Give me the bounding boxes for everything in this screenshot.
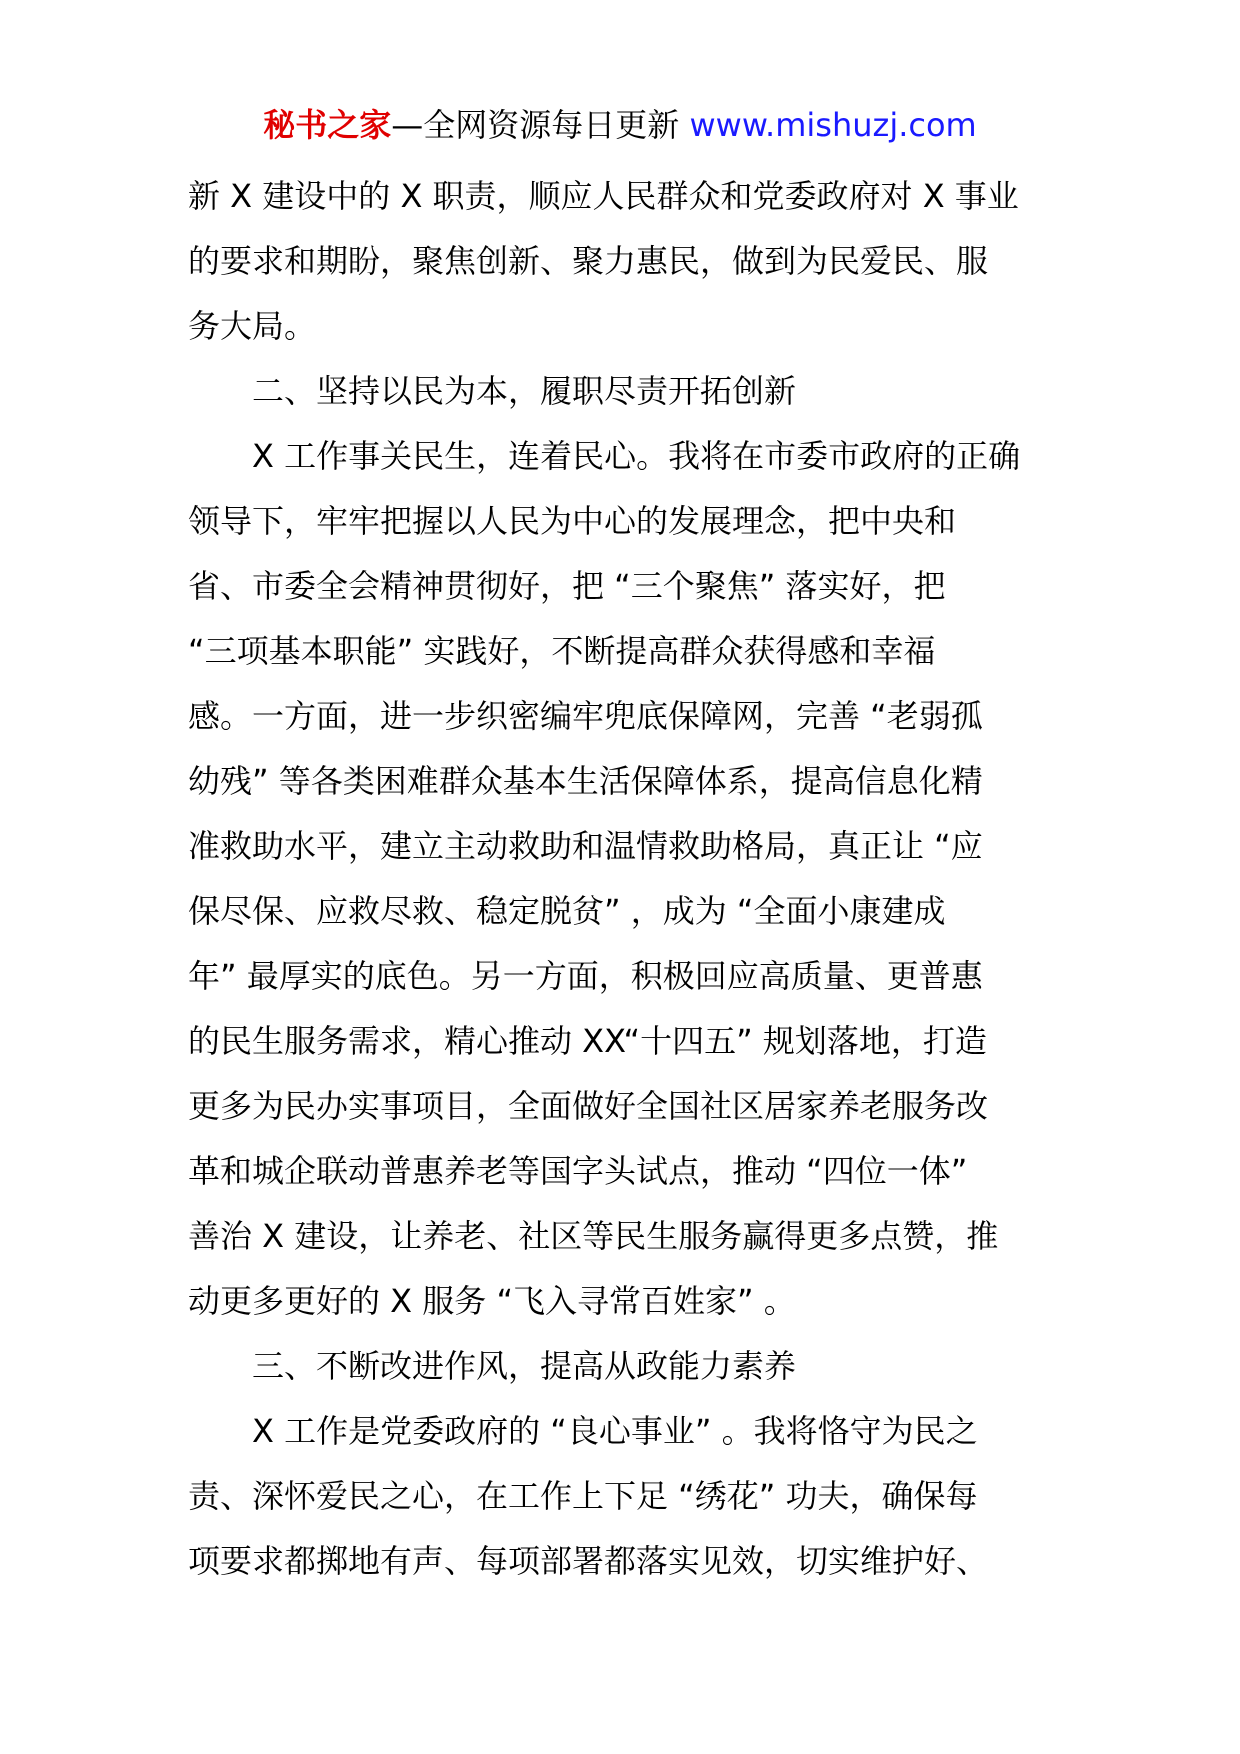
document-body: [188, 164, 1058, 1594]
text-line: 更多为民办实事项目，全面做好全国社区居家养老服务改: [188, 1087, 989, 1125]
text-line: 年” 最厚实的底色。另一方面，积极回应高质量、更普惠: [188, 957, 983, 995]
text-line: 项要求都掷地有声、每项部署都落实见效，切实维护好、: [188, 1542, 989, 1580]
text-line: 感。一方面，进一步织密编牢兜底保障网，完善 “老弱孤: [188, 697, 983, 735]
text-line: 革和城企联动普惠养老等国字头试点，推动 “四位一体”: [188, 1152, 968, 1190]
text-line: 省、市委全会精神贯彻好，把 “三个聚焦” 落实好，把: [188, 567, 946, 605]
text-line: 领导下，牢牢把握以人民为中心的发展理念，把中央和: [188, 502, 957, 540]
text-line: 责、深怀爱民之心，在工作上下足 “绣花” 功夫，确保每: [188, 1477, 978, 1515]
text-line: 务大局。: [188, 307, 317, 345]
section-heading: 三、不断改进作风，提高从政能力素养: [252, 1347, 797, 1385]
text-line: 新 X 建设中的 X 职责，顺应人民群众和党委政府对 X 事业: [188, 177, 1019, 215]
section-heading: 二、坚持以民为本，履职尽责开拓创新: [252, 372, 797, 410]
text-line: 准救助水平，建立主动救助和温情救助格局，真正让 “应: [188, 827, 983, 865]
site-url-link[interactable]: www.mishuzj.com: [689, 106, 977, 144]
header-tagline: —全网资源每日更新: [391, 106, 680, 144]
text-line: 保尽保、应救尽救、稳定脱贫” ，成为 “全面小康建成: [188, 892, 946, 930]
text-line: “三项基本职能” 实践好，不断提高群众获得感和幸福: [188, 632, 936, 670]
text-line: 的要求和期盼，聚焦创新、聚力惠民，做到为民爱民、服: [188, 242, 989, 280]
text-line: X 工作事关民生，连着民心。我将在市委市政府的正确: [252, 437, 1021, 475]
text-line: 善治 X 建设，让养老、社区等民生服务赢得更多点赞，推: [188, 1217, 999, 1255]
brand-name: 秘书之家: [263, 106, 392, 144]
page-header: [0, 103, 1240, 147]
text-line: 动更多更好的 X 服务 “飞入寻常百姓家” 。: [188, 1282, 796, 1320]
text-line: X 工作是党委政府的 “良心事业” 。我将恪守为民之: [252, 1412, 978, 1450]
text-line: 的民生服务需求，精心推动 XX“十四五” 规划落地，打造: [188, 1022, 987, 1060]
text-line: 幼残” 等各类困难群众基本生活保障体系，提高信息化精: [188, 762, 983, 800]
